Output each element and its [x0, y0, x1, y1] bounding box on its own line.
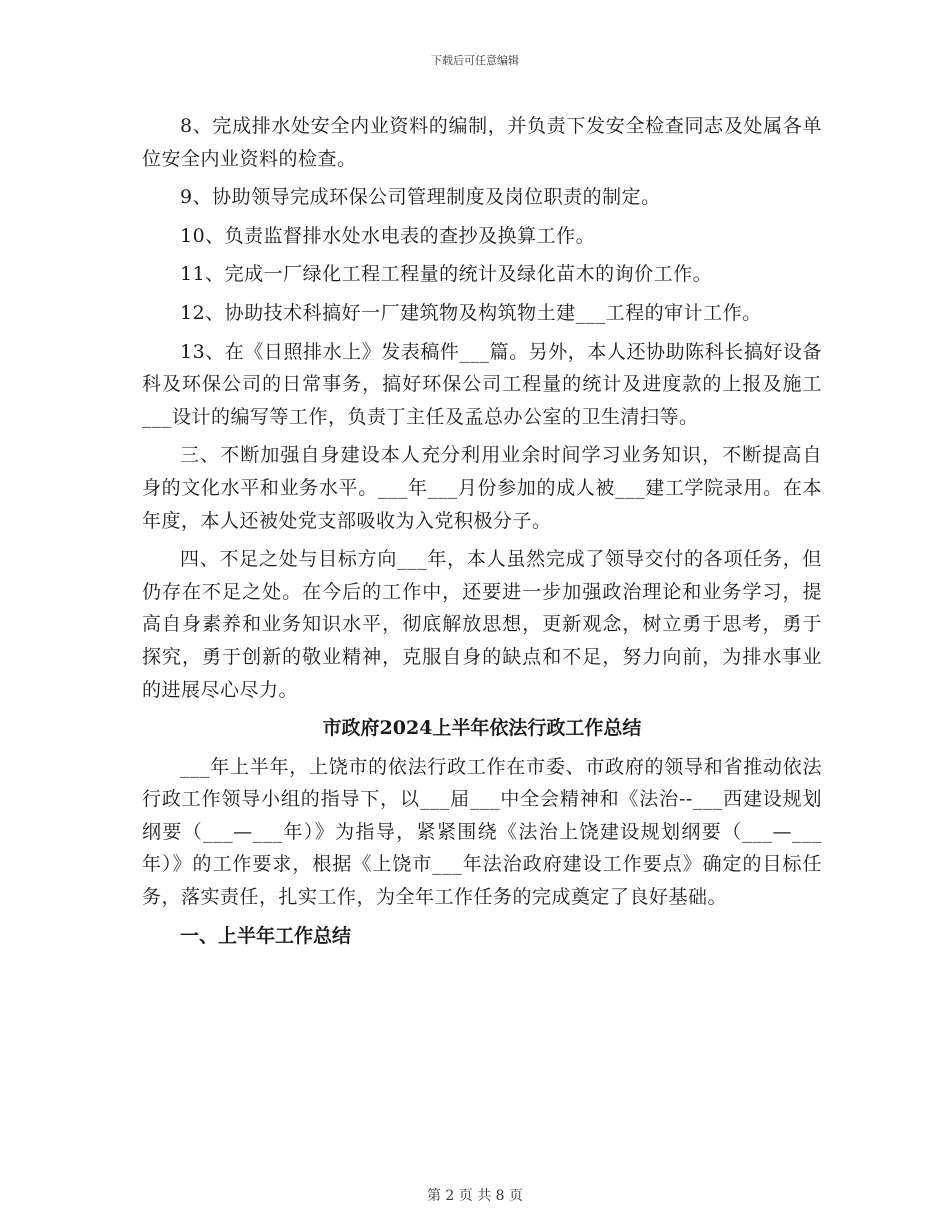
paragraph: 四、不足之处与目标方向___年，本人虽然完成了领导交付的各项任务，但仍存在不足之处。在今后的工作中，还要进一步加强政治理论和业务学习，提高自身素养和业务知识水平，彻底解放思想，更新观念，树立勇于思考，勇于探究，勇于创新的敬业精神，克服自身的缺点和不足，努力向前，为排水事业的进展尽心尽力。 [142, 548, 822, 701]
section-title: 市政府2024上半年依法行政工作总结 [322, 717, 642, 740]
page-footer: 第 2 页 共 8 页 [426, 1188, 524, 1204]
paragraph: ___年上半年，上饶市的依法行政工作在市委、市政府的领导和省推动依法行政工作领导小组的指导下，以___届___中全会精神和《法治--___西建设规划纲要（___—___年）》为指导，紧紧围绕《法治上饶建设规划纲要（___—___年）》的工作要求，根据《上饶市___年法治政府建设工作要点》确定的目标任务，落实责任，扎实工作，为全年工作任务的完成奠定了良好基础。 [142, 755, 822, 909]
paragraph: 9、协助领导完成环保公司管理制度及岗位职责的制定。 [180, 186, 661, 209]
subheading: 一、上半年工作总结 [180, 924, 352, 947]
page-header: 下载后可任意编辑 [431, 54, 519, 67]
paragraph: 8、完成排水处安全内业资料的编制，并负责下发安全检查同志及处属各单位安全内业资料的检查。 [142, 115, 822, 170]
paragraph: 13、在《日照排水上》发表稿件___篇。另外，本人还协助陈科长搞好设备科及环保公司的日常事务，搞好环保公司工程量的统计及进度款的上报及施工___设计的编写等工作，负责丁主任及孟总办公室的卫生清扫等。 [142, 340, 822, 428]
paragraph: 12、协助技术科搞好一厂建筑物及构筑物土建___工程的审计工作。 [180, 301, 762, 324]
document-body [142, 110, 822, 952]
paragraph: 三、不断加强自身建设本人充分利用业余时间学习业务知识，不断提高自身的文化水平和业务水平。___年___月份参加的成人被___建工学院录用。在本年度，本人还被处党支部吸收为入党积极分子。 [142, 444, 822, 532]
paragraph: 10、负责监督排水处水电表的查抄及换算工作。 [180, 224, 596, 247]
paragraph: 11、完成一厂绿化工程工程量的统计及绿化苗木的询价工作。 [180, 263, 713, 286]
